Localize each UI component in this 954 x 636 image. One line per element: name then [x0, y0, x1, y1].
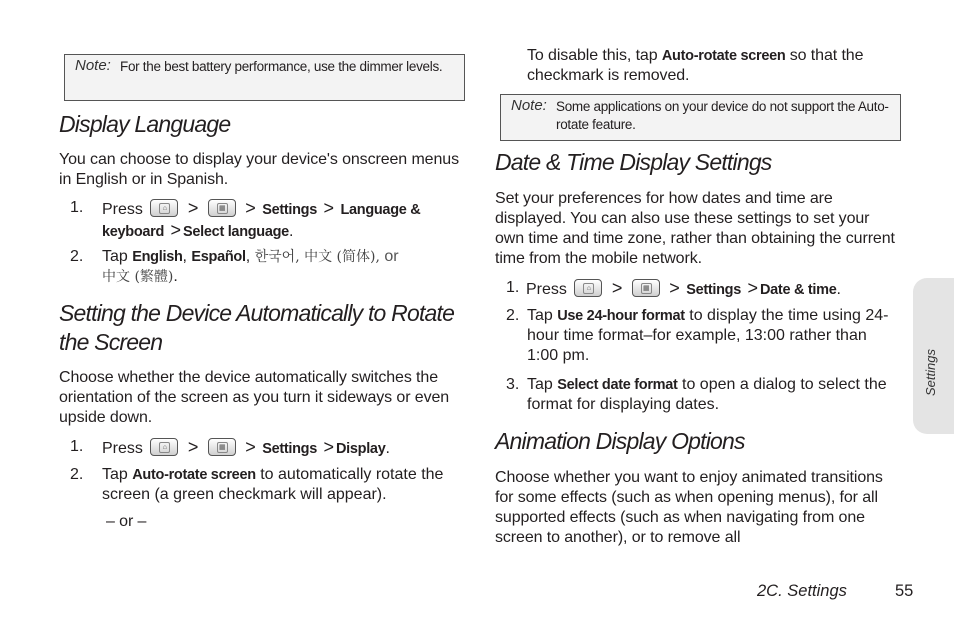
tap-text: Tap	[102, 466, 128, 483]
footer-section: 2C. Settings	[757, 582, 847, 600]
settings-menu-item: Settings	[262, 202, 318, 218]
separator: >	[747, 278, 758, 298]
step-text: to display the time using 24-hour time format–for example, 13:00 rather than 1:00 pm.	[527, 307, 889, 364]
step-number: 2.	[506, 307, 520, 324]
heading-date-time: Date & Time Display Settings	[495, 149, 772, 175]
step-number: 2.	[70, 248, 84, 265]
heading-display-language: Display Language	[59, 111, 231, 137]
step-number: 2.	[70, 466, 84, 483]
date-time-menu-item: Date & time	[759, 282, 837, 298]
display-menu-item: Display	[335, 441, 386, 457]
press-text: Press	[526, 281, 567, 298]
heading-animation: Animation Display Options	[495, 428, 745, 454]
separator: >	[245, 198, 256, 218]
auto-rotate-intro: Choose whether the device automatically switches the orientation of the screen as you turn it sideways or even upside down.	[59, 369, 450, 426]
step-text: to automatically rotate the screen (a green checkmark will appear).	[102, 466, 444, 503]
section-side-tab	[913, 278, 954, 434]
period: .	[288, 223, 294, 240]
home-key-icon: ⌂	[574, 279, 602, 297]
select-date-format-item: Select date format	[557, 377, 678, 393]
step-number: 1.	[70, 199, 84, 216]
language-keyboard-item: Language & keyboard	[102, 202, 421, 240]
heading-auto-rotate: Setting the Device Automatically to Rotate the Screen	[59, 300, 455, 355]
side-tab-label: Settings	[923, 349, 938, 396]
note-text: For the best battery performance, use the dimmer levels.	[120, 59, 443, 74]
korean-option: 한국어	[254, 249, 296, 265]
press-text: Press	[102, 201, 143, 218]
press-text: Press	[102, 440, 143, 457]
separator: >	[323, 198, 334, 218]
separator: >	[669, 278, 680, 298]
disable-instructions	[527, 46, 899, 86]
step-number: 1.	[70, 438, 84, 455]
tap-text: Tap	[527, 376, 553, 393]
menu-key-icon: ▦	[632, 279, 660, 297]
period: .	[173, 268, 178, 285]
or-divider: – or –	[106, 513, 147, 530]
step-text: to open a dialog to select the format for displaying dates.	[527, 376, 887, 413]
note-box-auto-rotate	[500, 94, 901, 141]
display-language-intro: You can choose to display your device's onscreen menus in English or in Spanish.	[59, 151, 459, 188]
separator: >	[245, 437, 256, 457]
tap-text: Tap	[527, 307, 553, 324]
tap-text: Tap	[102, 248, 128, 265]
period: .	[385, 440, 390, 457]
period: .	[836, 281, 841, 298]
separator: >	[611, 278, 623, 298]
english-option: English	[132, 249, 183, 265]
separator: >	[187, 437, 199, 457]
chinese-simplified-option: 中文 (简体)	[304, 249, 376, 265]
use-24-hour-item: Use 24-hour format	[557, 308, 685, 324]
separator: >	[187, 198, 199, 218]
date-time-intro: Set your preferences for how dates and time are displayed. You can also use these settings to set your own time and time zone, rather than obtaining the current time from the mobile network.	[495, 190, 895, 267]
separator: >	[170, 220, 182, 240]
page-number: 55	[895, 582, 914, 600]
separator: >	[323, 437, 334, 457]
settings-menu-item: Settings	[262, 441, 318, 457]
auto-rotate-item: Auto-rotate screen	[132, 467, 256, 483]
menu-key-icon: ▦	[208, 199, 236, 217]
settings-menu-item: Settings	[686, 282, 742, 298]
note-text: Some applications on your device do not support the Auto-rotate feature.	[556, 99, 889, 132]
disable-suffix: so that the checkmark is removed.	[527, 47, 864, 84]
note-label: Note:	[75, 57, 111, 74]
espanol-option: Español	[191, 249, 246, 265]
step-number: 1.	[506, 279, 520, 296]
disable-prefix: To disable this, tap	[527, 47, 658, 64]
animation-intro: Choose whether you want to enjoy animated transitions for some effects (such as when opening menus), for all supported effects (such as when navigating from one screen to another), or to remove all	[495, 469, 883, 546]
note-box-battery	[64, 54, 465, 101]
select-language-item: Select language	[183, 224, 289, 240]
menu-key-icon: ▦	[208, 438, 236, 456]
step-number: 3.	[506, 376, 520, 393]
chinese-traditional-option: 中文 (繁體)	[102, 269, 174, 285]
home-key-icon: ⌂	[150, 438, 178, 456]
or-text: or	[384, 248, 399, 265]
home-key-icon: ⌂	[150, 199, 178, 217]
auto-rotate-item: Auto-rotate screen	[661, 48, 786, 64]
note-label: Note:	[511, 97, 547, 114]
